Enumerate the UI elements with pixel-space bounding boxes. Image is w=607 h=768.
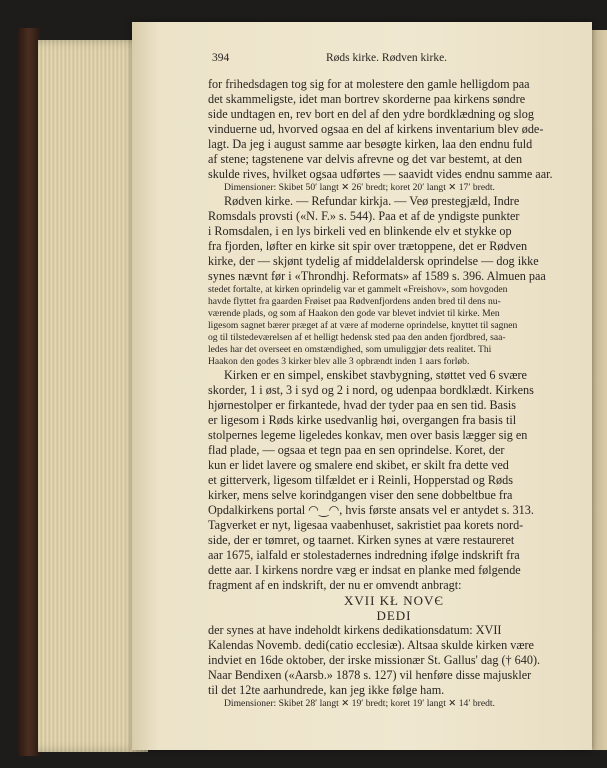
text-line: kirker, mens selve korindgangen viser den sene dobbeltbue fra	[208, 488, 513, 502]
running-header	[212, 52, 580, 66]
text-line: kun er lidet lavere og smalere end skibet, er skilt fra dette ved	[208, 458, 509, 472]
text-line: Kalendas Novemb. dedi(catio ecclesiæ). Altsaa skulde kirken være	[208, 638, 534, 652]
text-line: skulde rives, hvilket ogsaa udførtes — saavidt vides endnu samme aar.	[208, 167, 553, 181]
text-line: DEDI	[376, 608, 412, 623]
text-line: stolpernes legeme ligeledes konkav, men over basis lægger sig en	[208, 428, 528, 442]
text-line: fragment af en indskrift, der nu er omvendt anbragt:	[208, 578, 462, 592]
text-line: havde flyttet fra gaarden Frøiset paa Rødvenfjordens anden bred til dens nu-	[208, 296, 501, 307]
text-line: aar 1675, ialfald er stolestadernes indredning ifølge indskrift fra	[208, 548, 520, 562]
book-spine	[18, 28, 40, 756]
text-line: Dimensioner: Skibet 28′ langt ✕ 19′ bredt; koret 19′ langt ✕ 14′ bredt.	[224, 698, 495, 709]
text-line: er ligesom i Røds kirke usedvanlig høi, overgangen fra basis til	[208, 413, 517, 427]
running-title: Røds kirke. Rødven kirke.	[326, 52, 448, 64]
text-line: Dimensioner: Skibet 50′ langt ✕ 26′ bredt; koret 20′ langt ✕ 17′ bredt.	[224, 182, 495, 193]
text-line: for frihedsdagen tog sig for at molestere den gamle helligdom paa	[208, 77, 530, 91]
text-line: side, der er tømret, og taarnet. Kirken synes at være restaureret	[208, 533, 515, 547]
text-line: ligesom sagnet bærer præget af at være af moderne oprindelse, knyttet til sagnen	[208, 320, 518, 331]
text-line: Romsdals provsti («N. F.» s. 544). Paa et af de yndigste punkter	[208, 209, 520, 223]
text-line: og til tilstedeværelsen af et helligt hedensk sted paa den anden fjordbred, saa-	[208, 332, 506, 343]
text-line: Naar Bendixen («Aarsb.» 1878 s. 127) vil henføre disse majuskler	[208, 668, 532, 682]
text-line: kirke, der — skjønt tydelig af middelaldersk oprindelse — dog ikke	[208, 254, 539, 268]
text-line: det skammeligste, idet man bortrev skorderne paa kirkens søndre	[208, 92, 526, 106]
text-line: stedet fortalte, at kirken oprindelig var et gammelt «Freishov», som hovgoden	[208, 284, 508, 295]
text-line: dette aar. I kirkens nordre væg er indsat en planke med følgende	[208, 563, 521, 577]
text-line: lagt. Da jeg i august samme aar besøgte kirken, laa den endnu fuld	[208, 137, 533, 151]
text-line: Tagverket er nyt, ligesaa vaabenhuset, sakristiet paa korets nord-	[208, 518, 524, 532]
text-line: ledes har det overseet en omstændighed, som umuliggjør dets realitet. Thi	[208, 344, 492, 355]
page-number: 394	[212, 52, 230, 64]
body-text	[208, 77, 580, 710]
text-line: der synes at have indeholdt kirkens dedikationsdatum: XVII	[208, 623, 502, 637]
text-line: Opdalkirkens portal ◠‿◠, hvis første ansats vel er antydet s. 313.	[208, 503, 534, 517]
text-line: Rødven kirke. — Refundar kirkja. — Veø prestegjæld, Indre	[224, 194, 520, 208]
text-line: side undtagen en, rev bort en del af den ydre bordklædning og slog	[208, 107, 534, 121]
text-line: flad plade, — ogsaa et tegn paa en sen oprindelse. Koret, der	[208, 443, 505, 457]
text-line: Haakon den godes 3 kirker blev alle 3 opbrændt inden 1 aars forløb.	[208, 356, 470, 367]
text-line: værende plads, og som af Haakon den gode var blevet indviet til kirke. Men	[208, 308, 500, 319]
text-line: indviet en 16de oktober, der irske missionær St. Gallus' dag († 640).	[208, 653, 541, 667]
text-line: skorder, 1 i øst, 3 i syd og 2 i nord, og udenpaa bordklædt. Kirkens	[208, 383, 534, 397]
text-line: i Romsdalen, i en lys birkeli ved en blinkende elv et stykke op	[208, 224, 512, 238]
text-line: vinduerne ud, hvorved ogsaa en del af kirkens inventarium blev øde-	[208, 122, 544, 136]
text-line: synes nævnt før i «Throndhj. Reformats» af 1589 s. 396. Almuen paa	[208, 269, 546, 283]
text-line: XVII KŁ NOVЄ	[343, 593, 444, 608]
text-line: Kirken er en simpel, enskibet stavbygning, støttet ved 6 svære	[224, 368, 527, 382]
text-line: af stene; tagstenene var delvis afrevne og det var bestemt, at den	[208, 152, 523, 166]
text-line: et gitterverk, ligesom tilfældet er i Reinli, Hopperstad og Røds	[208, 473, 513, 487]
text-line: fra fjorden, løfter en kirke sit spir over trætoppene, det er Rødven	[208, 239, 528, 253]
text-line: til det 12te aarhundrede, kan jeg ikke følge ham.	[208, 683, 445, 697]
text-line: hjørnestolper er firkantede, hvad der tyder paa en sen tid. Basis	[208, 398, 516, 412]
